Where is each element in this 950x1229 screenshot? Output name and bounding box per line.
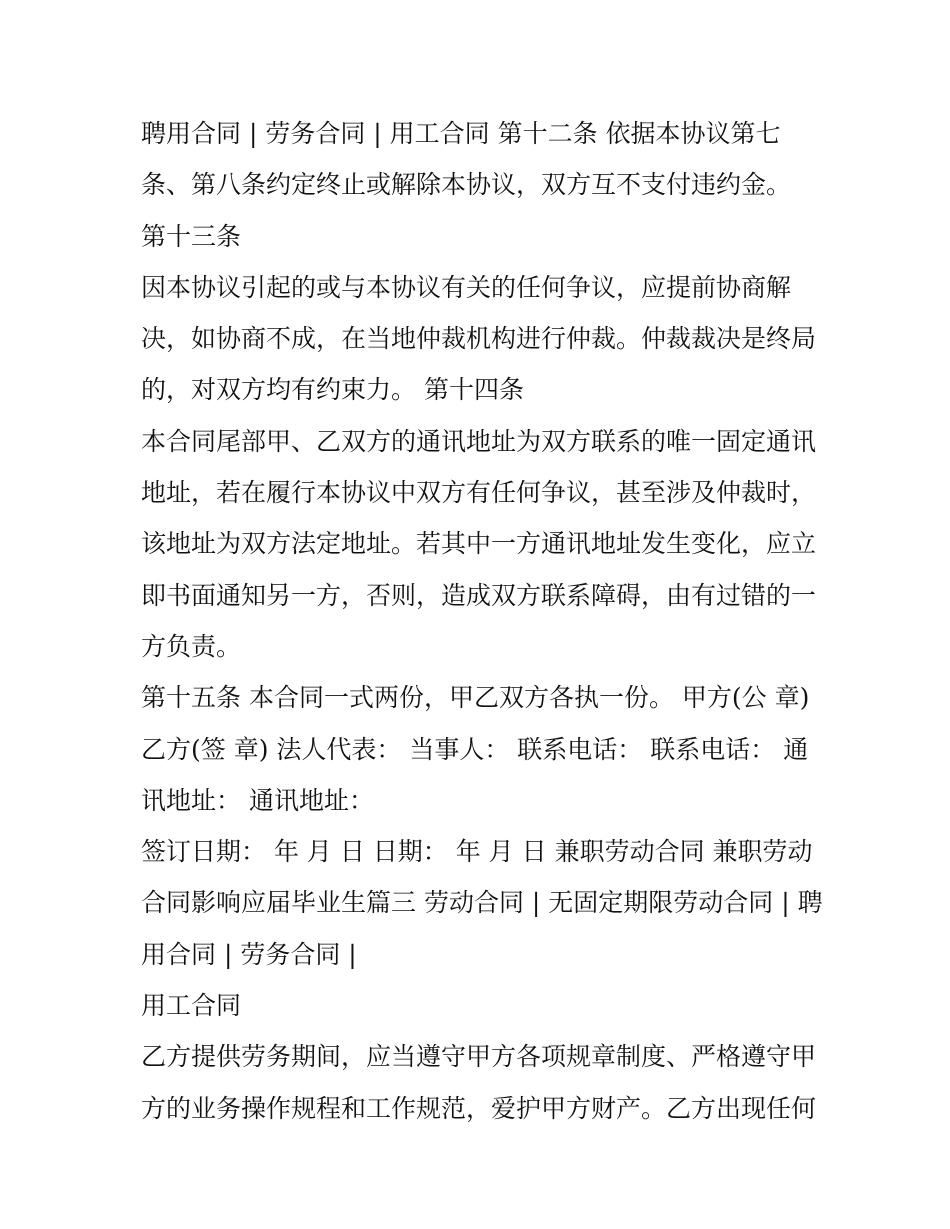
text-line: 用合同 | 劳务合同 | — [141, 939, 357, 969]
text-line: 方负责。 — [141, 631, 242, 661]
text-line: 条、第八条约定终止或解除本协议，双方互不支付违约金。 — [141, 170, 792, 200]
text-line: 该地址为双方法定地址。若其中一方通讯地址发生变化，应立 — [141, 529, 817, 559]
text-line: 本合同尾部甲、乙双方的通讯地址为双方联系的唯一固定通讯 — [141, 426, 817, 456]
text-line: 地址，若在履行本协议中双方有任何争议，甚至涉及仲裁时， — [141, 478, 817, 508]
text-line: 即书面通知另一方，否则，造成双方联系障碍，由有过错的一 — [141, 580, 817, 610]
text-line: 方的业务操作规程和工作规范，爱护甲方财产。乙方出现任何 — [141, 1093, 817, 1123]
text-line: 乙方提供劳务期间，应当遵守甲方各项规章制度、严格遵守甲 — [141, 1042, 817, 1072]
text-line: 第十五条 本合同一式两份，甲乙双方各执一份。 甲方(公 章) — [141, 683, 810, 713]
text-line: 合同影响应届毕业生篇三 劳动合同 | 无固定期限劳动合同 | 聘 — [141, 888, 823, 918]
document-body — [141, 108, 821, 1134]
text-line: 讯地址： 通讯地址： — [141, 785, 374, 815]
text-line: 签订日期： 年 月 日 日期： 年 月 日 兼职劳动合同 兼职劳动 — [141, 837, 813, 867]
text-line: 的，对双方均有约束力。 第十四条 — [141, 375, 524, 405]
text-line: 乙方(签 章) 法人代表： 当事人： 联系电话： 联系电话： 通 — [141, 734, 809, 764]
text-line: 决，如协商不成，在当地仲裁机构进行仲裁。仲裁裁决是终局 — [141, 324, 817, 354]
text-line: 因本协议引起的或与本协议有关的任何争议，应提前协商解 — [141, 272, 792, 302]
text-line: 第十三条 — [141, 221, 242, 251]
text-line: 聘用合同 | 劳务合同 | 用工合同 第十二条 依据本协议第七 — [141, 119, 781, 148]
text-line: 用工合同 — [141, 991, 242, 1021]
